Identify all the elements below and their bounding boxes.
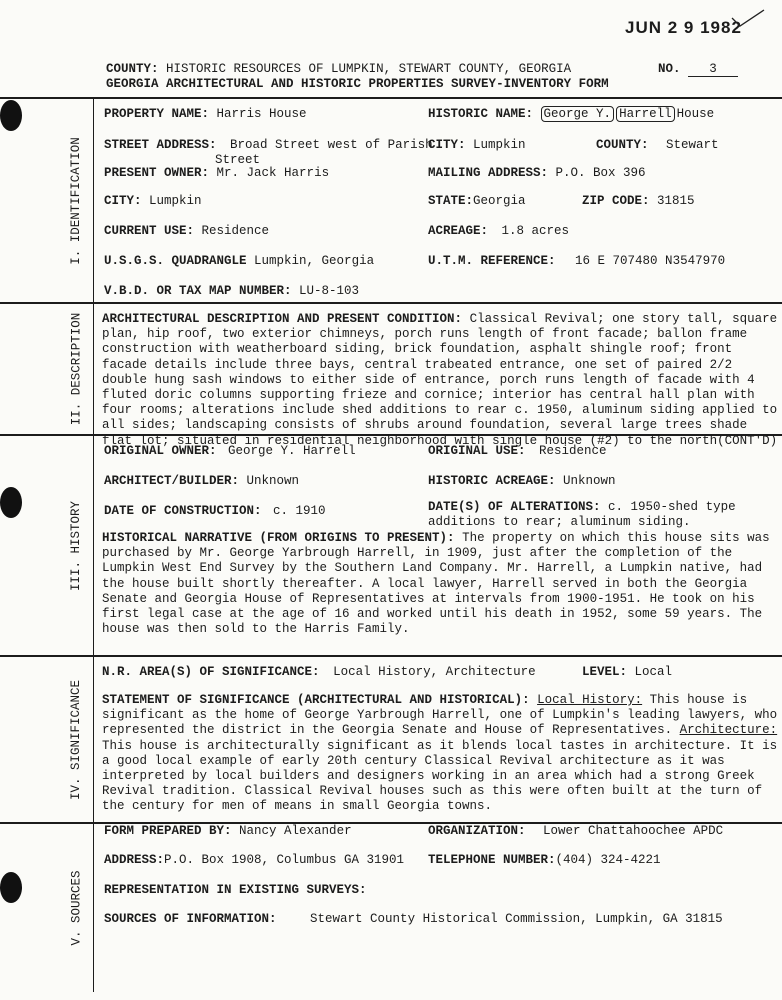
- level-field: LEVEL: Local: [582, 665, 673, 679]
- usgs-field: U.S.G.S. QUADRANGLE Lumpkin, Georgia: [104, 254, 375, 268]
- form-title: GEORGIA ARCHITECTURAL AND HISTORIC PROPERTIES SURVEY-INVENTORY FORM: [106, 77, 609, 91]
- binder-hole: [0, 872, 22, 903]
- current-use-field: CURRENT USE: Residence: [104, 224, 270, 238]
- utm-field: U.T.M. REFERENCE: 16 E 707480 N3547970: [428, 254, 726, 268]
- rule-identification: [0, 302, 782, 304]
- property-name-field: PROPERTY NAME: Harris House: [104, 107, 307, 121]
- city-top-field: CITY: Lumpkin: [428, 138, 526, 152]
- architecture-heading: Architecture:: [679, 723, 778, 738]
- historic-name-part3: House: [676, 107, 715, 121]
- alterations-line2: additions to rear; aluminum siding.: [428, 515, 691, 529]
- mailing-field: MAILING ADDRESS: P.O. Box 396: [428, 166, 646, 180]
- address-field: ADDRESS:P.O. Box 1908, Columbus GA 31901: [104, 853, 405, 867]
- zip-field: ZIP CODE: 31815: [582, 194, 695, 208]
- acreage-field: ACREAGE: 1.8 acres: [428, 224, 570, 238]
- narrative-label: HISTORICAL NARRATIVE (FROM ORIGINS TO PRESENT):: [102, 531, 455, 545]
- rule-top: [0, 97, 782, 99]
- vbd-field: V.B.D. OR TAX MAP NUMBER: LU-8-103: [104, 284, 360, 298]
- organization-field: ORGANIZATION: Lower Chattahoochee APDC: [428, 824, 724, 838]
- significance-paragraph: [102, 693, 778, 815]
- original-use-field: ORIGINAL USE: Residence: [428, 444, 607, 458]
- county-text: HISTORIC RESOURCES OF LUMPKIN, STEWART COUNTY, GEORGIA: [166, 62, 572, 76]
- narrative-paragraph: [102, 531, 778, 637]
- historic-name-part2: Harrell: [616, 106, 675, 122]
- architect-field: ARCHITECT/BUILDER: Unknown: [104, 474, 300, 488]
- telephone-field: TELEPHONE NUMBER:(404) 324-4221: [428, 853, 661, 867]
- owner-field: PRESENT OWNER: Mr. Jack Harris: [104, 166, 330, 180]
- historic-name-field: HISTORIC NAME: George Y. Harrell House: [428, 107, 715, 121]
- historic-acreage-field: HISTORIC ACREAGE: Unknown: [428, 474, 616, 488]
- number-value: 3: [688, 62, 738, 77]
- historic-name-part1: George Y.: [541, 106, 615, 122]
- street-address-field: STREET ADDRESS: Broad Street west of Parish: [104, 138, 433, 152]
- construction-date-field: DATE OF CONSTRUCTION: c. 1910: [104, 504, 326, 518]
- number-label: NO.: [658, 62, 681, 76]
- county-field: COUNTY: Stewart: [596, 138, 719, 152]
- form-number: [658, 62, 738, 77]
- sources-field: SOURCES OF INFORMATION: Stewart County Historical Commission, Lumpkin, GA 31815: [104, 912, 723, 926]
- binder-hole: [0, 100, 22, 131]
- county-line: [106, 62, 571, 76]
- local-history-heading: Local History:: [537, 693, 643, 707]
- section-sources: V. SOURCES: [69, 870, 84, 946]
- received-date-stamp: JUN 2 9 1982: [625, 18, 742, 37]
- description-text: Classical Revival; one story tall, square plan, hip roof, two exterior chimneys, porch runs length of front facade; ballon frame construction with weatherboard siding, brick foundation, asphalt shingle roof; front facade details include three bays, central trabeated entrance, one set of paired 2/2 double hung sash windows to either side of entrance, porch runs length of facade with 4 fluted doric columns supporting frieze and cornice; interior has central hall plan with four rooms; alterations include shed additions to rear c. 1950, aluminum siding applied to all sides; landscaping consists of shrubs around foundation, several large trees shade flat lot; situated in residential neighborhood with single house (#2) to the north(CONT'D): [102, 312, 778, 448]
- significance-text-1: This house is significant as the home of George Yarbrough Harrell, one of Lumpkin's leading lawyers, who represented the district in the Georgia Senate and House of Representatives.: [102, 693, 778, 738]
- binder-hole: [0, 487, 22, 518]
- section-significance: IV. SIGNIFICANCE: [69, 679, 83, 800]
- street-address-line2: Street: [215, 153, 261, 167]
- state-field: STATE:Georgia: [428, 194, 526, 208]
- statement-label: STATEMENT OF SIGNIFICANCE (ARCHITECTURAL AND HISTORICAL):: [102, 693, 530, 707]
- section-description: II. DESCRIPTION: [69, 312, 83, 426]
- description-label: ARCHITECTURAL DESCRIPTION AND PRESENT CONDITION:: [102, 312, 463, 326]
- check-mark-icon: [730, 6, 766, 32]
- nr-area-field: N.R. AREA(S) OF SIGNIFICANCE: Local History, Architecture: [102, 665, 536, 679]
- original-owner-field: ORIGINAL OWNER: George Y. Harrell: [104, 444, 356, 458]
- alterations-field: DATE(S) OF ALTERATIONS: c. 1950-shed type: [428, 500, 736, 514]
- rule-history: [0, 655, 782, 657]
- narrative-text: The property on which this house sits was purchased by Mr. George Yarbrough Harrell, in 1909, just after the completion of the Lumpkin West End Survey by the Southern Land Company. Mr. Harrell, a Lumpkin native, had the house built shortly thereafter. A local lawyer, Harrell served in both the Georgia Senate and Georgia House of Representatives at intervals from 1900-1951. He took on his first legal case at the age of 16 and worked until his death in 1952, some 59 years. The house was then sold to the Harris Family.: [102, 531, 770, 637]
- description-paragraph: [102, 312, 778, 449]
- city-field: CITY: Lumpkin: [104, 194, 202, 208]
- prepared-by-field: FORM PREPARED BY: Nancy Alexander: [104, 824, 352, 838]
- significance-text-2: This house is architecturally significant as it blends local tastes in architecture. It is a good local example of early 20th century Classical Revival architecture as it was interpreted by local builders and designers working in an area which had a strong Greek Revival tradition. Classical Revival houses such as this were often built at the turn of the century for men of means in small Georgia towns.: [102, 738, 778, 814]
- section-identification: I. IDENTIFICATION: [69, 136, 83, 265]
- county-label: COUNTY:: [106, 62, 159, 76]
- section-history: III. HISTORY: [69, 500, 84, 591]
- representation-label: REPRESENTATION IN EXISTING SURVEYS:: [104, 883, 367, 897]
- property-name: Harris House: [216, 107, 307, 121]
- street-address: Broad Street west of Parish: [230, 138, 433, 152]
